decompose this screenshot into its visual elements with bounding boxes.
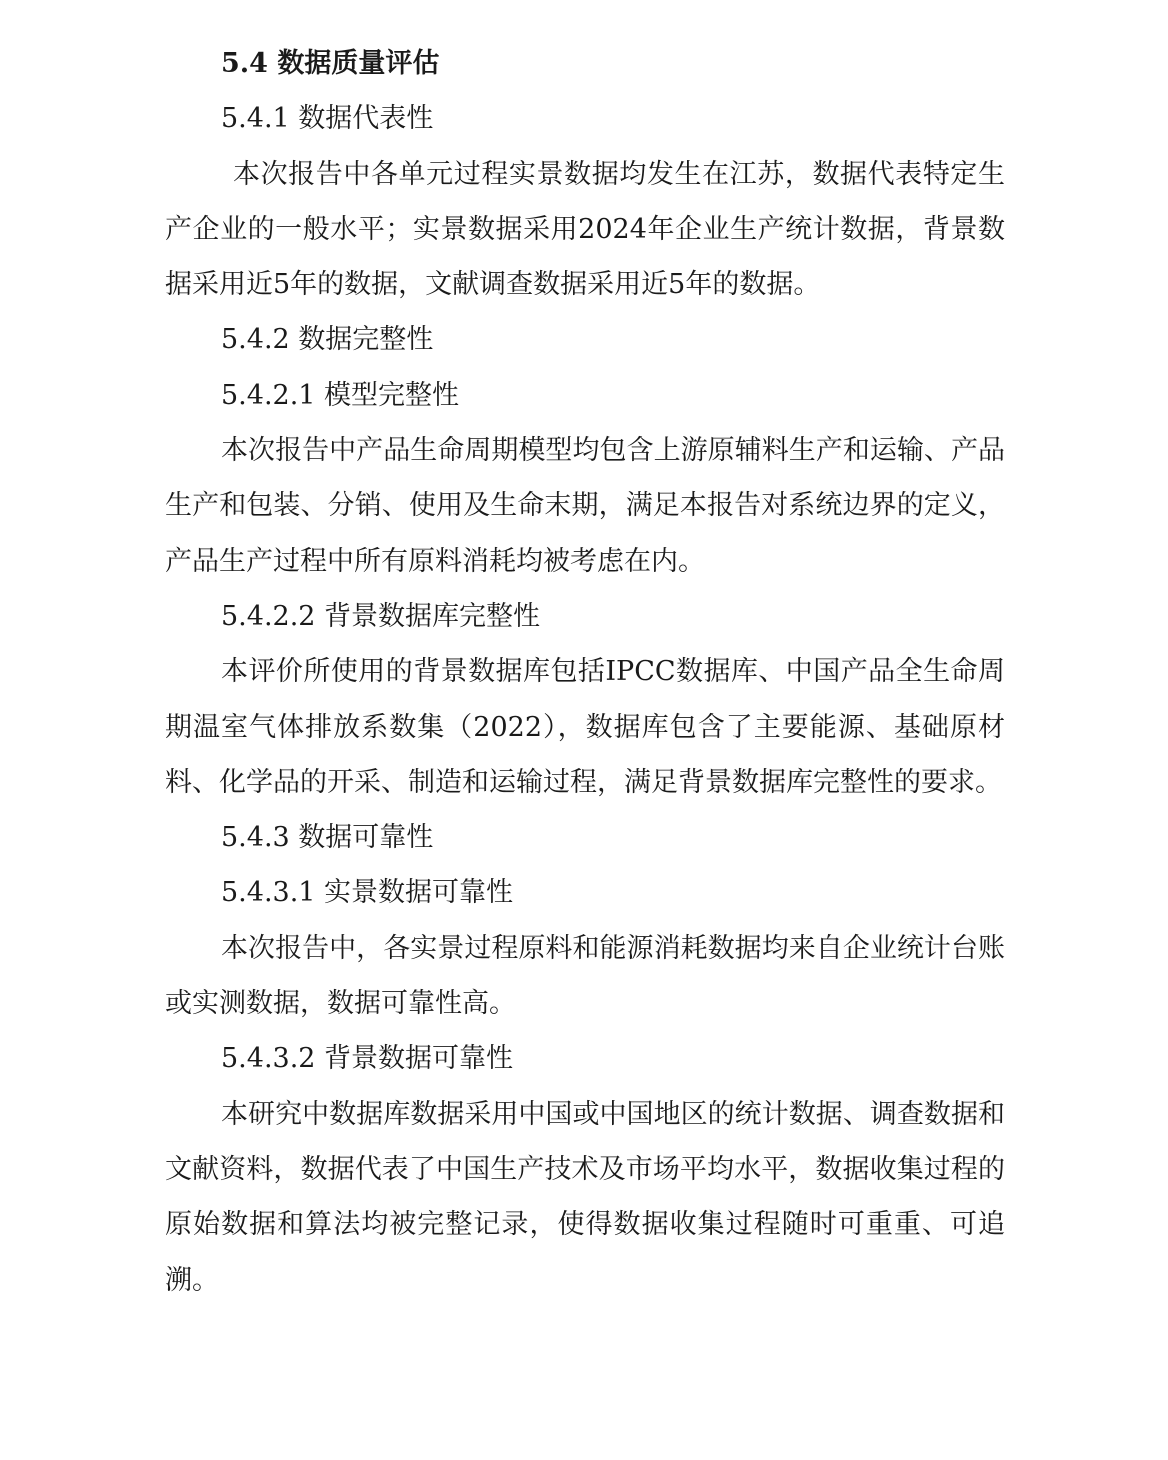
heading-5-4-2: 5.4.2 数据完整性 bbox=[221, 324, 434, 356]
heading-5-4-3-2: 5.4.3.2 背景数据可靠性 bbox=[221, 1043, 514, 1075]
heading-5-4-2-2: 5.4.2.2 背景数据库完整性 bbox=[221, 600, 541, 632]
heading-5-4-1: 5.4.1 数据代表性 bbox=[221, 103, 434, 135]
paragraph-primary-data-reliability: 本次报告中，各实景过程原料和能源消耗数据均来自企业统计台账或实测数据，数据可靠性高。 bbox=[165, 932, 1005, 1020]
paragraph-background-db-completeness: 本评价所使用的背景数据库包括IPCC数据库、中国产品全生命周期温室气体排放系数集（2022），数据库包含了主要能源、基础原材料、化学品的开采、制造和运输过程，满足背景数据库完整性的要求。 bbox=[165, 656, 1005, 798]
paragraph-background-data-reliability: 本研究中数据库数据采用中国或中国地区的统计数据、调查数据和文献资料，数据代表了中国生产技术及市场平均水平，数据收集过程的原始数据和算法均被完整记录，使得数据收集过程随时可重重、可追溯。 bbox=[165, 1098, 1005, 1296]
paragraph-data-representativeness: 本次报告中各单元过程实景数据均发生在江苏，数据代表特定生产企业的一般水平；实景数据采用2024年企业生产统计数据，背景数据采用近5年的数据，文献调查数据采用近5年的数据。 bbox=[165, 158, 1005, 301]
heading-5-4-3: 5.4.3 数据可靠性 bbox=[221, 822, 434, 854]
document-content bbox=[165, 36, 1005, 1308]
paragraph-model-completeness: 本次报告中产品生命周期模型均包含上游原辅料生产和运输、产品生产和包装、分销、使用及生命末期，满足本报告对系统边界的定义，产品生产过程中所有原料消耗均被考虑在内。 bbox=[165, 435, 1005, 577]
section-title: 5.4 数据质量评估 bbox=[221, 48, 440, 79]
heading-5-4-2-1: 5.4.2.1 模型完整性 bbox=[221, 379, 460, 411]
heading-5-4-3-1: 5.4.3.1 实景数据可靠性 bbox=[221, 877, 514, 909]
